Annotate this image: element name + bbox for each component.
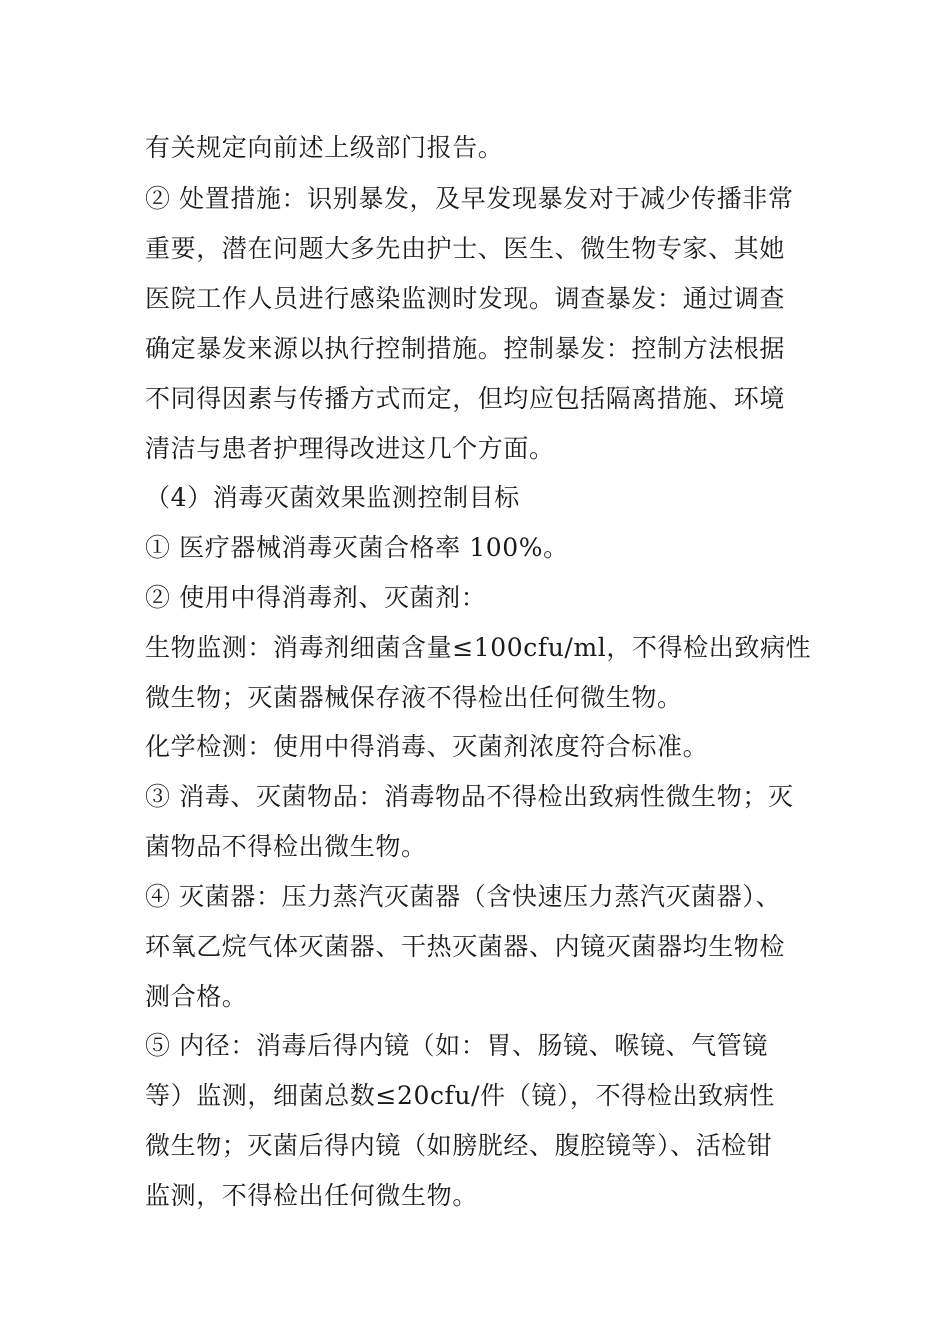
text-line: 有关规定向前述上级部门报告。 <box>145 133 504 162</box>
text-line: 重要，潜在问题大多先由护士、医生、微生物专家、其她 <box>145 234 786 263</box>
text-line: 监测，不得检出任何微生物。 <box>145 1181 478 1210</box>
text-line: 微生物；灭菌器械保存液不得检出任何微生物。 <box>145 683 683 712</box>
section-heading: （4）消毒灭菌效果监测控制目标 <box>145 483 520 512</box>
text-line: 化学检测：使用中得消毒、灭菌剂浓度符合标准。 <box>145 732 709 761</box>
text-line: ④ 灭菌器：压力蒸汽灭菌器（含快速压力蒸汽灭菌器）、 <box>145 882 782 911</box>
text-line: 清洁与患者护理得改进这几个方面。 <box>145 434 555 463</box>
text-line: 微生物；灭菌后得内镜（如膀胱经、腹腔镜等）、活检钳 <box>145 1131 773 1160</box>
text-line: 等）监测，细菌总数≤20cfu/件（镜），不得检出致病性 <box>145 1081 775 1110</box>
text-line: ② 处置措施：识别暴发，及早发现暴发对于减少传播非常 <box>145 184 794 213</box>
text-line: ⑤ 内径：消毒后得内镜（如：胃、肠镜、喉镜、气管镜 <box>145 1031 768 1060</box>
text-line: 不同得因素与传播方式而定，但均应包括隔离措施、环境 <box>145 384 786 413</box>
text-line: ① 医疗器械消毒灭菌合格率 100%。 <box>145 533 569 562</box>
text-line: ③ 消毒、灭菌物品：消毒物品不得检出致病性微生物；灭 <box>145 782 794 811</box>
text-line: 确定暴发来源以执行控制措施。控制暴发：控制方法根据 <box>145 334 786 363</box>
text-line: ② 使用中得消毒剂、灭菌剂： <box>145 583 487 612</box>
text-line: 生物监测：消毒剂细菌含量≤100cfu/ml，不得检出致病性 <box>145 633 812 662</box>
text-line: 医院工作人员进行感染监测时发现。调查暴发：通过调查 <box>145 284 786 313</box>
text-line: 菌物品不得检出微生物。 <box>145 832 427 861</box>
text-line: 环氧乙烷气体灭菌器、干热灭菌器、内镜灭菌器均生物检 <box>145 932 786 961</box>
text-line: 测合格。 <box>145 982 248 1011</box>
